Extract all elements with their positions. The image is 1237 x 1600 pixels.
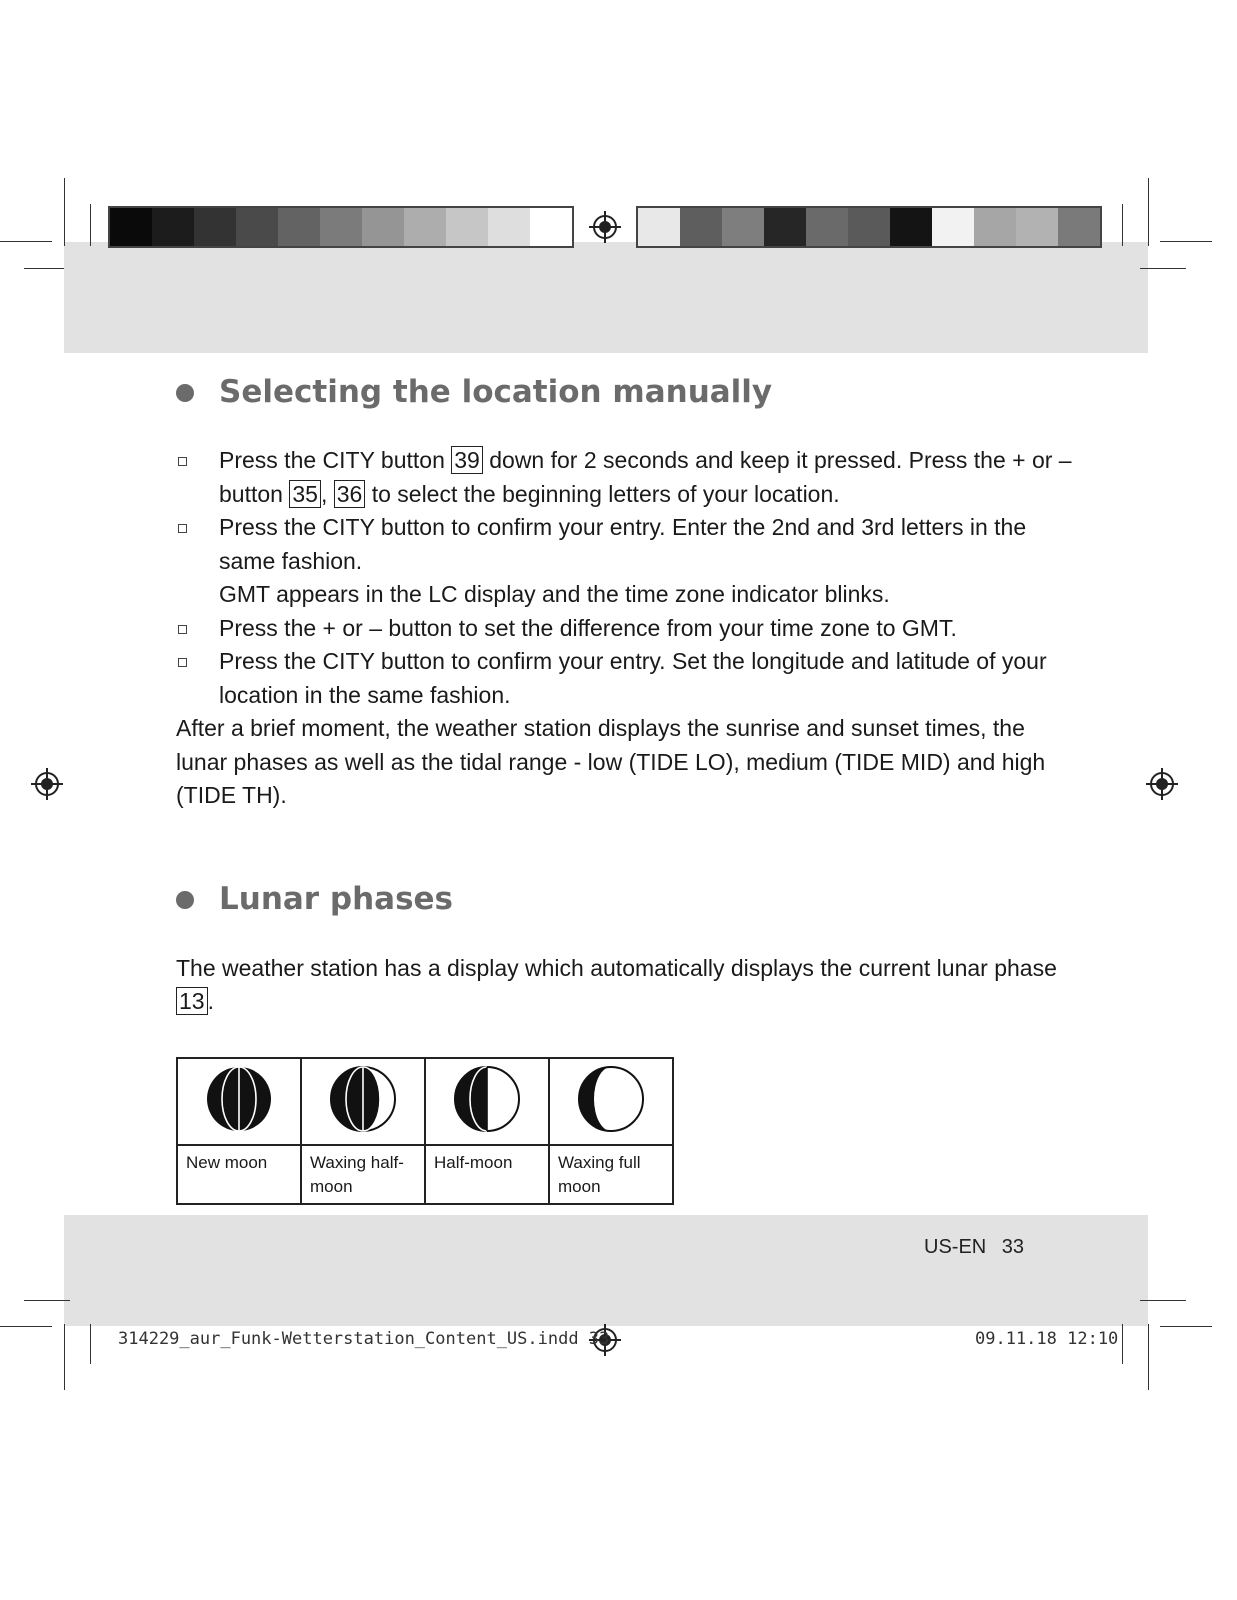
crop-mark <box>0 241 52 242</box>
new-moon-icon <box>204 1064 274 1134</box>
color-calibration-bar-left <box>108 206 574 248</box>
phase-icon-cell <box>301 1058 425 1145</box>
color-swatch <box>278 208 320 246</box>
instruction-list <box>176 444 1076 578</box>
crop-mark <box>1148 178 1149 246</box>
body-paragraph: After a brief moment, the weather station displays the sunrise and sunset times, the lunar phases as well as the tidal range - low (TIDE LO), medium (TIDE MID) and high (TIDE TH). <box>176 715 1046 808</box>
color-swatch <box>722 208 764 246</box>
registration-mark-icon <box>1146 768 1178 800</box>
page-content <box>176 366 1076 1205</box>
color-swatch <box>236 208 278 246</box>
instruction-list <box>176 612 1076 713</box>
color-swatch <box>806 208 848 246</box>
color-swatch <box>488 208 530 246</box>
crop-mark <box>90 204 91 246</box>
section-title: Lunar phases <box>219 880 453 917</box>
phase-label: Half-moon <box>425 1145 549 1204</box>
list-item <box>176 444 1076 511</box>
color-swatch <box>362 208 404 246</box>
list-item-text: down for 2 seconds and keep it pressed. Press the + or – button <box>219 447 1072 507</box>
reference-number: 35 <box>289 480 321 508</box>
checkbox-bullet-icon <box>178 457 187 466</box>
crop-mark <box>64 1324 65 1390</box>
color-swatch <box>974 208 1016 246</box>
color-swatch <box>932 208 974 246</box>
crop-mark <box>64 178 65 246</box>
header-band <box>64 242 1148 353</box>
phase-icon-cell <box>425 1058 549 1145</box>
color-swatch <box>446 208 488 246</box>
registration-mark-icon <box>31 768 63 800</box>
color-swatch <box>530 208 572 246</box>
half-moon-icon <box>452 1064 522 1134</box>
checkbox-bullet-icon <box>178 658 187 667</box>
color-swatch <box>890 208 932 246</box>
phase-icon-cell <box>549 1058 673 1145</box>
crop-mark <box>1160 1326 1212 1327</box>
phase-label: New moon <box>177 1145 301 1204</box>
crop-mark <box>24 1300 70 1301</box>
page-number: US-EN 33 <box>924 1236 1025 1258</box>
crop-mark <box>1140 1300 1186 1301</box>
color-swatch <box>680 208 722 246</box>
color-swatch <box>638 208 680 246</box>
section-heading <box>176 873 1076 925</box>
color-swatch <box>1016 208 1058 246</box>
crop-mark <box>1140 268 1186 269</box>
crop-mark <box>0 1326 52 1327</box>
list-item <box>176 612 1076 646</box>
print-slug-filename: 314229_aur_Funk-Wetterstation_Content_US.indd 33 <box>118 1329 610 1349</box>
paragraph-text: The weather station has a display which automatically displays the current lunar phase <box>176 954 1057 981</box>
color-swatch <box>404 208 446 246</box>
phase-icon-cell <box>177 1058 301 1145</box>
color-swatch <box>1058 208 1100 246</box>
color-swatch <box>152 208 194 246</box>
continuation-text: GMT appears in the LC display and the time zone indicator blinks. <box>219 581 890 607</box>
crop-mark <box>24 268 64 269</box>
phase-label: Waxing half-moon <box>301 1145 425 1204</box>
list-item <box>176 645 1076 712</box>
color-swatch <box>194 208 236 246</box>
reference-number: 13 <box>176 987 208 1015</box>
reference-number: 36 <box>334 480 366 508</box>
list-item-text: Press the CITY button <box>219 447 452 473</box>
body-paragraph <box>176 952 1076 1019</box>
footer-band <box>64 1215 1148 1326</box>
list-item-text: Press the + or – button to set the difference from your time zone to GMT. <box>219 614 957 641</box>
color-swatch <box>848 208 890 246</box>
crop-mark <box>1148 1324 1149 1390</box>
crop-mark <box>1160 241 1212 242</box>
paragraph-text: . <box>207 988 214 1014</box>
waxing-half-moon-icon <box>328 1064 398 1134</box>
lunar-phases-table <box>176 1057 674 1205</box>
color-swatch <box>320 208 362 246</box>
section-heading <box>176 366 1076 418</box>
section-title: Selecting the location manually <box>219 374 773 410</box>
list-item-text: , <box>320 480 334 507</box>
waxing-full-moon-icon <box>576 1064 646 1134</box>
bullet-dot-icon <box>176 384 194 402</box>
checkbox-bullet-icon <box>178 625 187 634</box>
crop-mark <box>1122 1324 1123 1364</box>
list-item-text: Press the CITY button to confirm your entry. Set the longitude and latitude of your location in the same fashion. <box>219 648 1047 708</box>
color-calibration-bar-right <box>636 206 1102 248</box>
list-item-text: to select the beginning letters of your location. <box>365 480 840 507</box>
color-swatch <box>764 208 806 246</box>
registration-mark-icon <box>589 211 621 243</box>
print-slug-date: 09.11.18 12:10 <box>975 1329 1119 1349</box>
list-item-text: Press the CITY button to confirm your entry. Enter the 2nd and 3rd letters in the same fashion. <box>219 514 1027 574</box>
checkbox-bullet-icon <box>178 524 187 533</box>
bullet-dot-icon <box>176 891 194 909</box>
list-item <box>176 511 1076 578</box>
crop-mark <box>1122 204 1123 246</box>
reference-number: 39 <box>451 446 483 474</box>
phase-label: Waxing full moon <box>549 1145 673 1204</box>
color-swatch <box>110 208 152 246</box>
crop-mark <box>90 1324 91 1364</box>
